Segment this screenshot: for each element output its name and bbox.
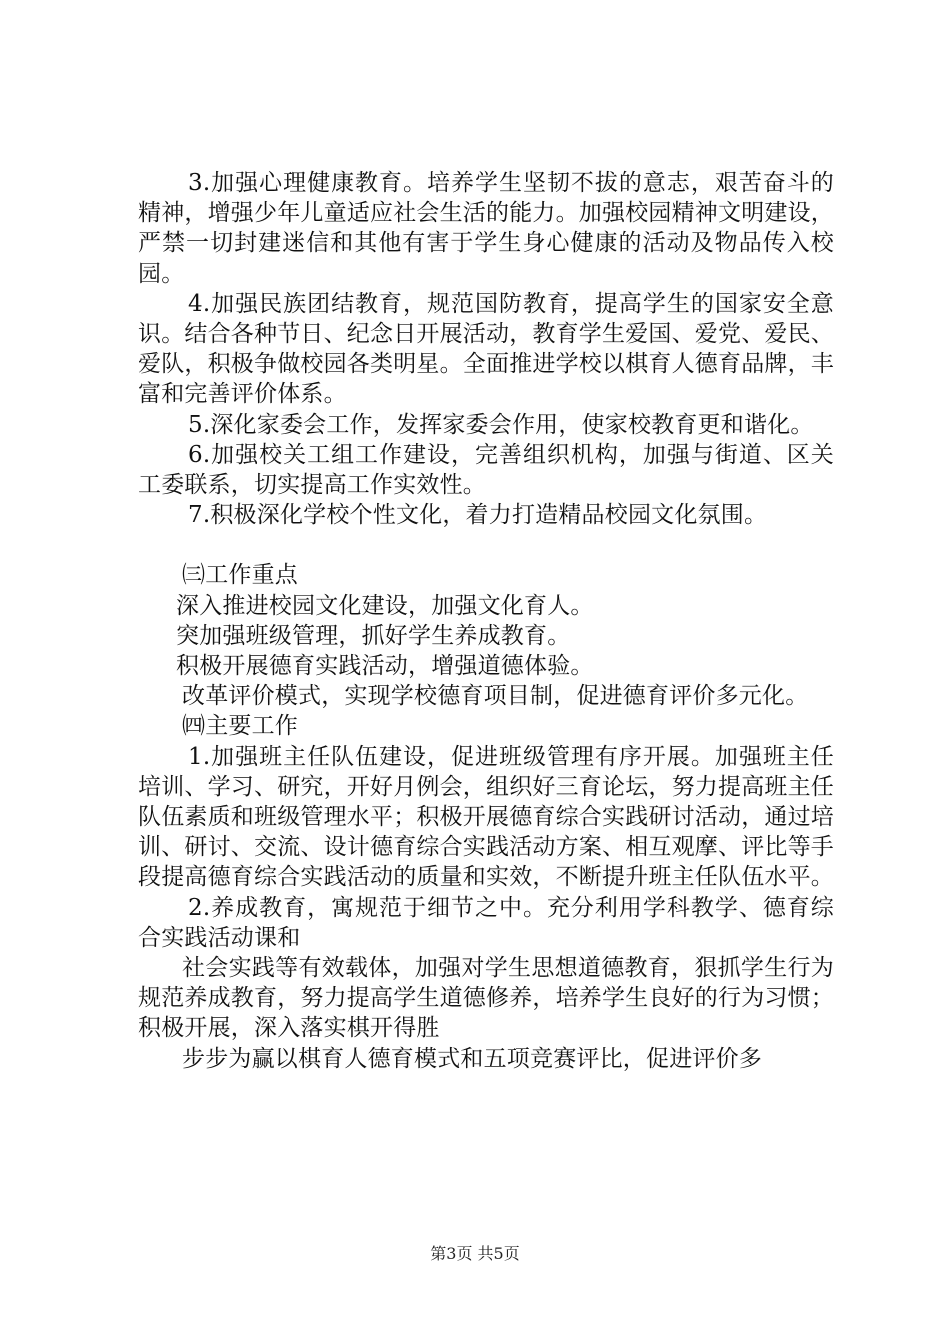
focus-item-practice: 积极开展德育实践活动，增强道德体验。 xyxy=(176,653,594,680)
main-work-item-2: 2.养成教育，寓规范于细节之中。充分利用学科教学、德育综合实践活动课和 xyxy=(138,894,834,951)
document-body xyxy=(138,168,834,1074)
focus-item-culture: 深入推进校园文化建设，加强文化育人。 xyxy=(176,592,594,619)
section-heading-work-focus: ㈢工作重点 xyxy=(182,562,298,589)
paragraph-item-7: 7.积极深化学校个性文化，着力打造精品校园文化氛围。 xyxy=(188,502,768,529)
focus-item-class-management: 突加强班级管理，抓好学生养成教育。 xyxy=(176,622,571,649)
paragraph-item-6: 6.加强校关工组工作建设，完善组织机构，加强与街道、区关工委联系，切实提高工作实效性。 xyxy=(138,441,834,499)
section-heading-main-work: ㈣主要工作 xyxy=(182,713,298,740)
focus-item-evaluation: 改革评价模式，实现学校德育项目制，促进德育评价多元化。 xyxy=(182,683,809,710)
paragraph-item-5: 5.深化家委会工作，发挥家委会作用，使家校教育更和谐化。 xyxy=(188,411,814,438)
main-work-item-1: 1.加强班主任队伍建设，促进班级管理有序开展。加强班主任培训、学习、研究，开好月例会，组织好三育论坛，努力提高班主任队伍素质和班级管理水平；积极开展德育综合实践研讨活动，通过培训、研讨、交流、设计德育综合实践活动方案、相互观摩、评比等手段提高德育综合实践活动的质量和实效，不断提升班主任队伍水平。 xyxy=(138,743,834,891)
page-number: 第3页 共5页 xyxy=(430,1244,520,1263)
main-work-item-2-cont2: 步步为赢以棋育人德育模式和五项竞赛评比，促进评价多 xyxy=(182,1045,762,1072)
main-work-item-2-cont: 社会实践等有效载体，加强对学生思想道德教育，狠抓学生行为规范养成教育，努力提高学生道德修养，培养学生良好的行为习惯；积极开展，深入落实棋开得胜 xyxy=(138,955,834,1042)
paragraph-item-3: 3.加强心理健康教育。培养学生坚韧不拔的意志，艰苦奋斗的精神，增强少年儿童适应社会生活的能力。加强校园精神文明建设，严禁一切封建迷信和其他有害于学生身心健康的活动及物品传入校园。 xyxy=(138,170,834,287)
paragraph-item-4: 4.加强民族团结教育，规范国防教育，提高学生的国家安全意识。结合各种节日、纪念日开展活动，教育学生爱国、爱党、爱民、爱队，积极争做校园各类明星。全面推进学校以棋育人德育品牌，丰富和完善评价体系。 xyxy=(138,290,834,408)
paragraph-gap xyxy=(138,530,834,560)
